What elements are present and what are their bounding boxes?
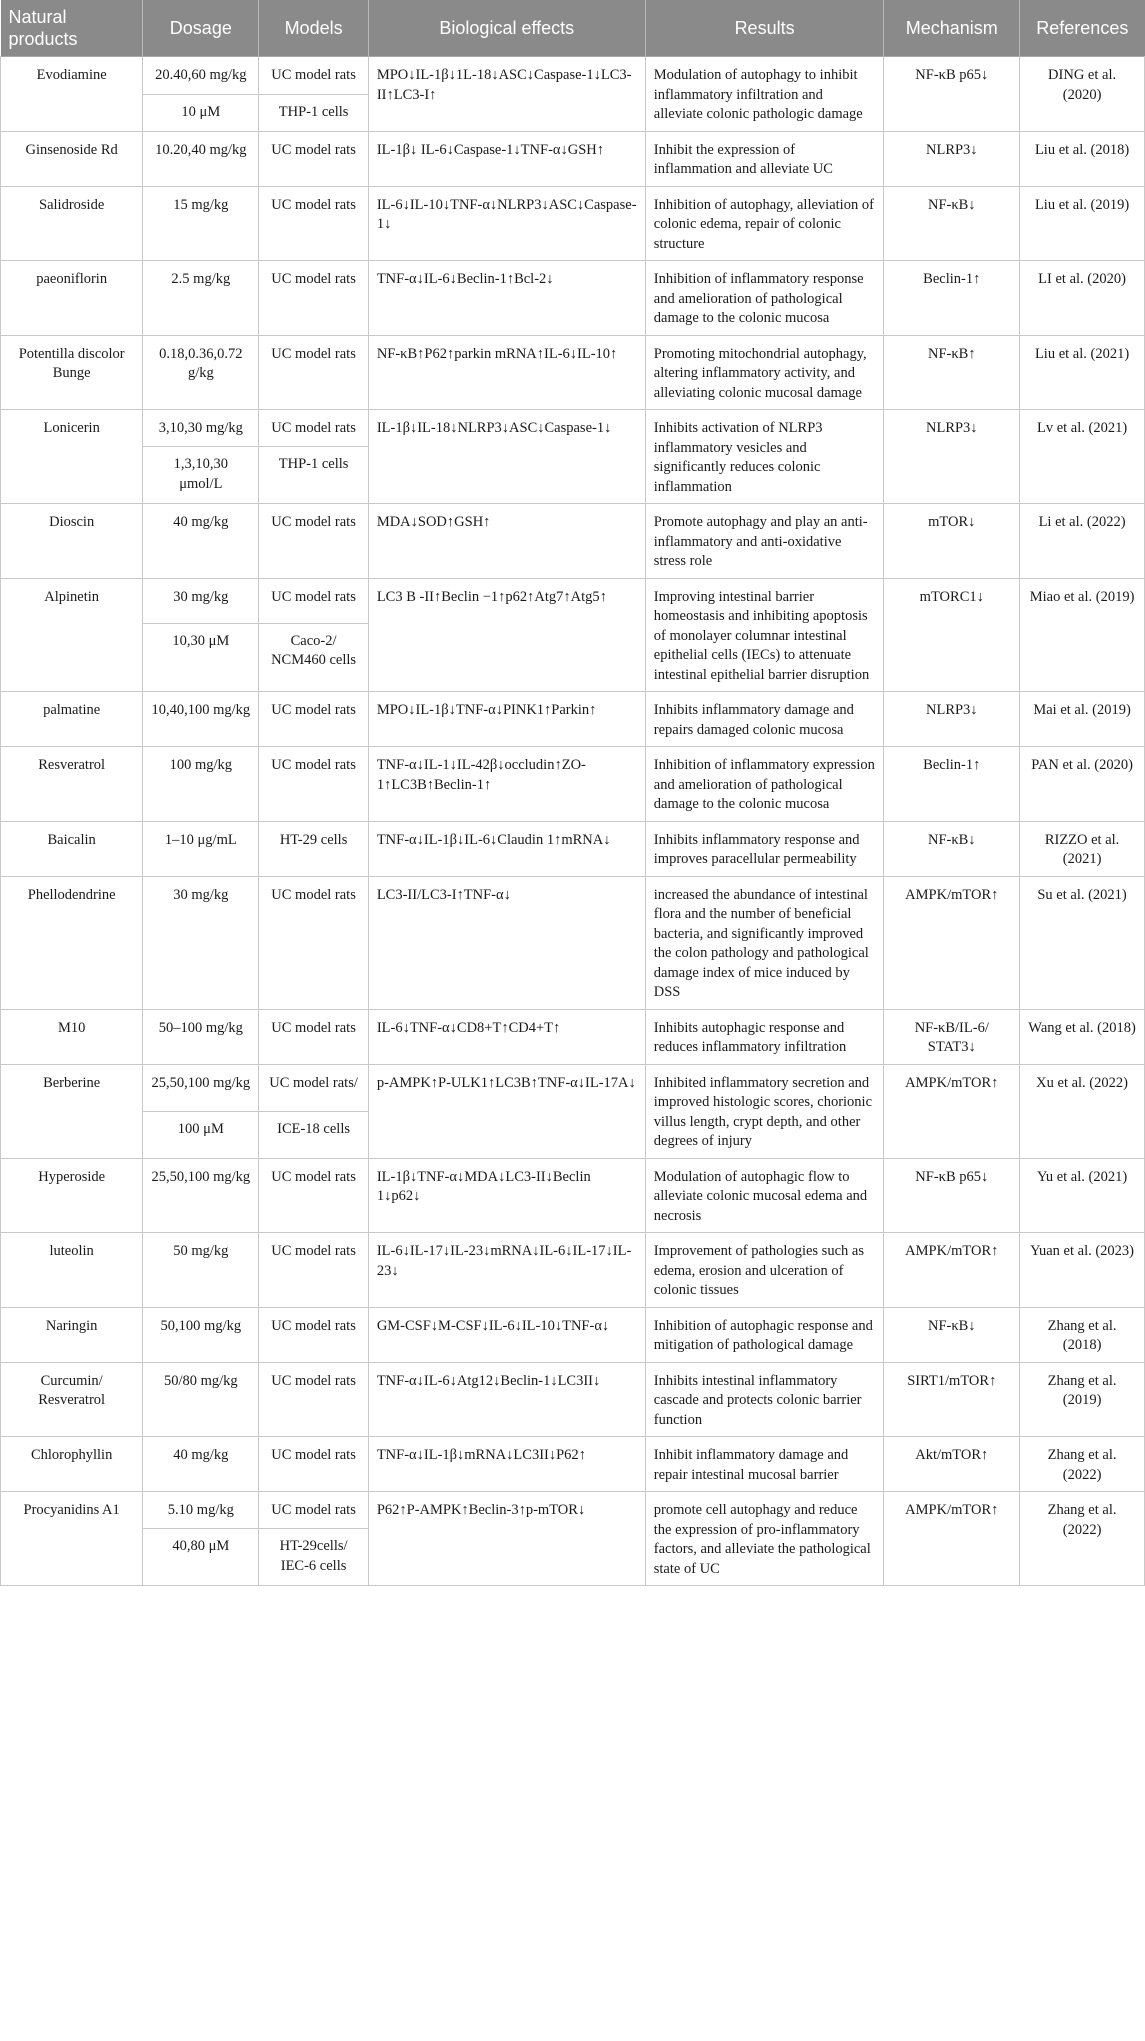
cell-reference: Zhang et al. (2019) — [1020, 1362, 1145, 1437]
cell-dosage: 30 mg/kg — [143, 578, 259, 623]
cell-model: UC model rats — [259, 335, 368, 410]
cell-results: Inhibited inflammatory secretion and improved histologic scores, chorionic villus length, crypt depth, and other degrees of injury — [645, 1064, 884, 1158]
cell-results: Modulation of autophagy to inhibit inflammatory infiltration and alleviate colonic pathologic damage — [645, 57, 884, 132]
cell-biological-effects: MPO↓IL-1β↓TNF-α↓PINK1↑Parkin↑ — [368, 692, 645, 747]
table-body — [1, 57, 1145, 1586]
cell-dosage: 100 mg/kg — [143, 747, 259, 822]
cell-mechanism: NF-κB↓ — [884, 1307, 1020, 1362]
cell-natural-product: luteolin — [1, 1233, 143, 1308]
cell-dosage: 50 mg/kg — [143, 1233, 259, 1308]
cell-dosage: 5.10 mg/kg — [143, 1492, 259, 1529]
cell-natural-product: Chlorophyllin — [1, 1437, 143, 1492]
cell-reference: Mai et al. (2019) — [1020, 692, 1145, 747]
table-row — [1, 335, 1145, 410]
cell-natural-product: Potentilla discolor Bunge — [1, 335, 143, 410]
cell-biological-effects: TNF-α↓IL-1β↓IL-6↓Claudin 1↑mRNA↓ — [368, 821, 645, 876]
header-models: Models — [259, 0, 368, 57]
cell-dosage: 30 mg/kg — [143, 876, 259, 1009]
cell-mechanism: SIRT1/mTOR↑ — [884, 1362, 1020, 1437]
cell-natural-product: Ginsenoside Rd — [1, 131, 143, 186]
header-biological-effects: Biological effects — [368, 0, 645, 57]
cell-dosage: 25,50,100 mg/kg — [143, 1158, 259, 1233]
cell-model: THP-1 cells — [259, 94, 368, 131]
cell-results: Modulation of autophagic flow to alleviate colonic mucosal edema and necrosis — [645, 1158, 884, 1233]
cell-model: HT-29 cells — [259, 821, 368, 876]
table-row — [1, 131, 1145, 186]
cell-dosage: 2.5 mg/kg — [143, 261, 259, 336]
cell-mechanism: NLRP3↓ — [884, 131, 1020, 186]
cell-results: Promoting mitochondrial autophagy, altering inflammatory activity, and alleviating colonic mucosal damage — [645, 335, 884, 410]
cell-model: UC model rats — [259, 1492, 368, 1529]
cell-natural-product: Naringin — [1, 1307, 143, 1362]
cell-natural-product: palmatine — [1, 692, 143, 747]
cell-dosage: 1–10 μg/mL — [143, 821, 259, 876]
cell-mechanism: Beclin-1↑ — [884, 747, 1020, 822]
cell-reference: Yuan et al. (2023) — [1020, 1233, 1145, 1308]
table-row — [1, 747, 1145, 822]
cell-model: UC model rats — [259, 261, 368, 336]
cell-mechanism: NF-κB p65↓ — [884, 57, 1020, 132]
cell-dosage: 10,40,100 mg/kg — [143, 692, 259, 747]
cell-dosage: 50/80 mg/kg — [143, 1362, 259, 1437]
cell-reference: Lv et al. (2021) — [1020, 410, 1145, 504]
cell-reference: Zhang et al. (2018) — [1020, 1307, 1145, 1362]
cell-mechanism: mTORC1↓ — [884, 578, 1020, 692]
cell-natural-product: Procyanidins A1 — [1, 1492, 143, 1586]
table-row — [1, 876, 1145, 1009]
cell-natural-product: Curcumin/ Resveratrol — [1, 1362, 143, 1437]
cell-reference: Liu et al. (2019) — [1020, 186, 1145, 261]
cell-results: Inhibits activation of NLRP3 inflammatory vesicles and significantly reduces colonic inflammation — [645, 410, 884, 504]
cell-model: UC model rats — [259, 692, 368, 747]
table-row — [1, 1362, 1145, 1437]
cell-model: UC model rats — [259, 186, 368, 261]
cell-mechanism: NF-κB/IL-6/ STAT3↓ — [884, 1009, 1020, 1064]
cell-dosage: 40 mg/kg — [143, 1437, 259, 1492]
cell-model: UC model rats — [259, 1362, 368, 1437]
cell-dosage: 40,80 μM — [143, 1529, 259, 1586]
cell-mechanism: mTOR↓ — [884, 504, 1020, 579]
cell-results: Inhibition of autophagic response and mitigation of pathological damage — [645, 1307, 884, 1362]
cell-results: Inhibit inflammatory damage and repair intestinal mucosal barrier — [645, 1437, 884, 1492]
cell-biological-effects: IL-1β↓IL-18↓NLRP3↓ASC↓Caspase-1↓ — [368, 410, 645, 504]
cell-dosage: 10,30 μM — [143, 623, 259, 691]
cell-biological-effects: LC3 B -II↑Beclin −1↑p62↑Atg7↑Atg5↑ — [368, 578, 645, 692]
cell-natural-product: paeoniflorin — [1, 261, 143, 336]
cell-dosage: 0.18,0.36,0.72 g/kg — [143, 335, 259, 410]
cell-reference: Yu et al. (2021) — [1020, 1158, 1145, 1233]
cell-biological-effects: IL-6↓IL-10↓TNF-α↓NLRP3↓ASC↓Caspase-1↓ — [368, 186, 645, 261]
table-row — [1, 1158, 1145, 1233]
cell-results: Inhibits inflammatory damage and repairs damaged colonic mucosa — [645, 692, 884, 747]
cell-mechanism: AMPK/mTOR↑ — [884, 1492, 1020, 1586]
table-row — [1, 1009, 1145, 1064]
cell-natural-product: Dioscin — [1, 504, 143, 579]
cell-dosage: 25,50,100 mg/kg — [143, 1064, 259, 1112]
cell-model: UC model rats — [259, 1158, 368, 1233]
cell-reference: Liu et al. (2018) — [1020, 131, 1145, 186]
cell-results: Inhibition of inflammatory expression and amelioration of pathological damage to the colonic mucosa — [645, 747, 884, 822]
cell-biological-effects: P62↑P-AMPK↑Beclin-3↑p-mTOR↓ — [368, 1492, 645, 1586]
cell-reference: Zhang et al. (2022) — [1020, 1437, 1145, 1492]
cell-mechanism: Beclin-1↑ — [884, 261, 1020, 336]
cell-biological-effects: MPO↓IL-1β↓1L-18↓ASC↓Caspase-1↓LC3-II↑LC3-I↑ — [368, 57, 645, 132]
header-natural-products: Natural products — [1, 0, 143, 57]
cell-model: UC model rats/ — [259, 1064, 368, 1112]
cell-mechanism: NF-κB↓ — [884, 821, 1020, 876]
table-row — [1, 1492, 1145, 1529]
cell-natural-product: Hyperoside — [1, 1158, 143, 1233]
cell-model: UC model rats — [259, 1307, 368, 1362]
cell-results: Inhibits autophagic response and reduces inflammatory infiltration — [645, 1009, 884, 1064]
cell-dosage: 50,100 mg/kg — [143, 1307, 259, 1362]
cell-dosage: 100 μM — [143, 1112, 259, 1158]
cell-reference: Wang et al. (2018) — [1020, 1009, 1145, 1064]
cell-natural-product: Baicalin — [1, 821, 143, 876]
table-row — [1, 504, 1145, 579]
cell-mechanism: Akt/mTOR↑ — [884, 1437, 1020, 1492]
cell-biological-effects: TNF-α↓IL-1β↓mRNA↓LC3II↓P62↑ — [368, 1437, 645, 1492]
cell-mechanism: NLRP3↓ — [884, 692, 1020, 747]
cell-mechanism: AMPK/mTOR↑ — [884, 876, 1020, 1009]
table-row — [1, 1233, 1145, 1308]
cell-biological-effects: GM-CSF↓M-CSF↓IL-6↓IL-10↓TNF-α↓ — [368, 1307, 645, 1362]
table-row — [1, 1064, 1145, 1112]
cell-natural-product: Resveratrol — [1, 747, 143, 822]
table-row — [1, 578, 1145, 623]
cell-results: Promote autophagy and play an anti-inflammatory and anti-oxidative stress role — [645, 504, 884, 579]
cell-biological-effects: IL-1β↓TNF-α↓MDA↓LC3-II↓Beclin 1↓p62↓ — [368, 1158, 645, 1233]
table-row — [1, 692, 1145, 747]
cell-model: UC model rats — [259, 747, 368, 822]
cell-mechanism: NF-κB p65↓ — [884, 1158, 1020, 1233]
cell-model: Caco-2/ NCM460 cells — [259, 623, 368, 691]
cell-natural-product: M10 — [1, 1009, 143, 1064]
table-header — [1, 0, 1145, 57]
table-row — [1, 57, 1145, 95]
cell-model: UC model rats — [259, 57, 368, 95]
table-row — [1, 821, 1145, 876]
cell-mechanism: NF-κB↓ — [884, 186, 1020, 261]
header-results: Results — [645, 0, 884, 57]
cell-dosage: 10 μM — [143, 94, 259, 131]
cell-reference: Li et al. (2022) — [1020, 504, 1145, 579]
cell-results: Improving intestinal barrier homeostasis and inhibiting apoptosis of monolayer columnar intestinal epithelial cells (IECs) to attenuate intestinal epithelial barrier disruption — [645, 578, 884, 692]
cell-dosage: 1,3,10,30 μmol/L — [143, 447, 259, 504]
cell-model: HT-29cells/ IEC-6 cells — [259, 1529, 368, 1586]
cell-dosage: 40 mg/kg — [143, 504, 259, 579]
table-row — [1, 1307, 1145, 1362]
cell-model: UC model rats — [259, 1233, 368, 1308]
cell-reference: Xu et al. (2022) — [1020, 1064, 1145, 1158]
cell-dosage: 50–100 mg/kg — [143, 1009, 259, 1064]
cell-results: promote cell autophagy and reduce the expression of pro-inflammatory factors, and alleviate the pathological state of UC — [645, 1492, 884, 1586]
cell-biological-effects: TNF-α↓IL-6↓Atg12↓Beclin-1↓LC3II↓ — [368, 1362, 645, 1437]
cell-biological-effects: IL-1β↓ IL-6↓Caspase-1↓TNF-α↓GSH↑ — [368, 131, 645, 186]
cell-reference: PAN et al. (2020) — [1020, 747, 1145, 822]
cell-natural-product: Alpinetin — [1, 578, 143, 692]
cell-reference: Su et al. (2021) — [1020, 876, 1145, 1009]
cell-biological-effects: NF-κB↑P62↑parkin mRNA↑IL-6↓IL-10↑ — [368, 335, 645, 410]
cell-reference: DING et al. (2020) — [1020, 57, 1145, 132]
header-mechanism: Mechanism — [884, 0, 1020, 57]
cell-biological-effects: TNF-α↓IL-6↓Beclin-1↑Bcl-2↓ — [368, 261, 645, 336]
header-references: References — [1020, 0, 1145, 57]
cell-reference: Liu et al. (2021) — [1020, 335, 1145, 410]
cell-results: Inhibition of inflammatory response and amelioration of pathological damage to the colonic mucosa — [645, 261, 884, 336]
cell-model: UC model rats — [259, 876, 368, 1009]
cell-reference: Miao et al. (2019) — [1020, 578, 1145, 692]
table-row — [1, 261, 1145, 336]
cell-natural-product: Berberine — [1, 1064, 143, 1158]
cell-biological-effects: IL-6↓TNF-α↓CD8+T↑CD4+T↑ — [368, 1009, 645, 1064]
cell-model: UC model rats — [259, 1437, 368, 1492]
cell-model: THP-1 cells — [259, 447, 368, 504]
cell-reference: Zhang et al. (2022) — [1020, 1492, 1145, 1586]
header-row — [1, 0, 1145, 57]
cell-biological-effects: IL-6↓IL-17↓IL-23↓mRNA↓IL-6↓IL-17↓IL-23↓ — [368, 1233, 645, 1308]
cell-results: increased the abundance of intestinal flora and the number of beneficial bacteria, and significantly improved the colon pathology and pathological damage index of mice induced by DSS — [645, 876, 884, 1009]
cell-model: UC model rats — [259, 504, 368, 579]
cell-results: Improvement of pathologies such as edema, erosion and ulceration of colonic tissues — [645, 1233, 884, 1308]
cell-model: UC model rats — [259, 1009, 368, 1064]
cell-dosage: 3,10,30 mg/kg — [143, 410, 259, 447]
cell-biological-effects: MDA↓SOD↑GSH↑ — [368, 504, 645, 579]
cell-results: Inhibit the expression of inflammation and alleviate UC — [645, 131, 884, 186]
cell-mechanism: NF-κB↑ — [884, 335, 1020, 410]
cell-reference: LI et al. (2020) — [1020, 261, 1145, 336]
cell-mechanism: AMPK/mTOR↑ — [884, 1233, 1020, 1308]
cell-model: UC model rats — [259, 131, 368, 186]
table-row — [1, 186, 1145, 261]
cell-results: Inhibits inflammatory response and improves paracellular permeability — [645, 821, 884, 876]
cell-biological-effects: p-AMPK↑P-ULK1↑LC3B↑TNF-α↓IL-17A↓ — [368, 1064, 645, 1158]
cell-mechanism: AMPK/mTOR↑ — [884, 1064, 1020, 1158]
header-dosage: Dosage — [143, 0, 259, 57]
table-row — [1, 410, 1145, 447]
cell-natural-product: Phellodendrine — [1, 876, 143, 1009]
cell-dosage: 15 mg/kg — [143, 186, 259, 261]
cell-biological-effects: TNF-α↓IL-1↓IL-42β↓occludin↑ZO-1↑LC3B↑Beclin-1↑ — [368, 747, 645, 822]
cell-natural-product: Evodiamine — [1, 57, 143, 132]
cell-mechanism: NLRP3↓ — [884, 410, 1020, 504]
cell-reference: RIZZO et al. (2021) — [1020, 821, 1145, 876]
cell-model: UC model rats — [259, 410, 368, 447]
cell-dosage: 10.20,40 mg/kg — [143, 131, 259, 186]
cell-model: ICE-18 cells — [259, 1112, 368, 1158]
cell-results: Inhibition of autophagy, alleviation of colonic edema, repair of colonic structure — [645, 186, 884, 261]
cell-model: UC model rats — [259, 578, 368, 623]
cell-natural-product: Lonicerin — [1, 410, 143, 504]
cell-biological-effects: LC3-II/LC3-I↑TNF-α↓ — [368, 876, 645, 1009]
cell-results: Inhibits intestinal inflammatory cascade and protects colonic barrier function — [645, 1362, 884, 1437]
cell-dosage: 20.40,60 mg/kg — [143, 57, 259, 95]
table-row — [1, 1437, 1145, 1492]
cell-natural-product: Salidroside — [1, 186, 143, 261]
